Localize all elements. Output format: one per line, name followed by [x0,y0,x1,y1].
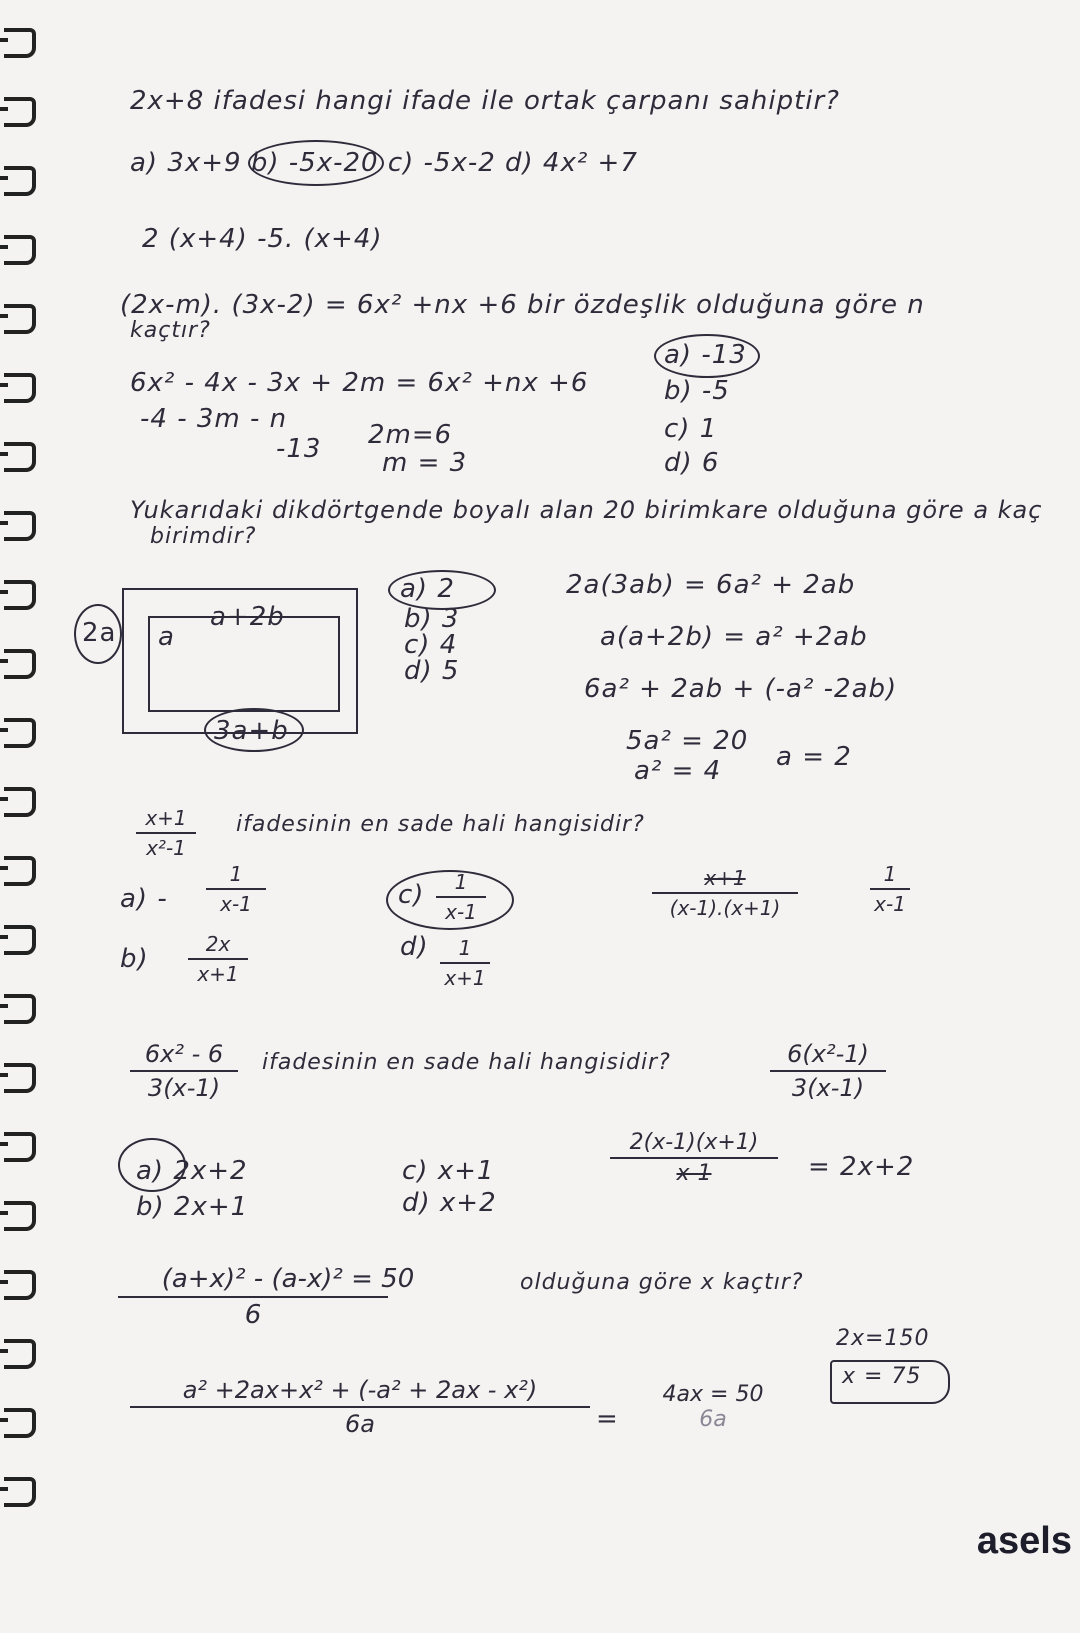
q5-opt-d: d) x+2 [402,1188,497,1218]
q4-a-frac [206,862,266,916]
spiral-ring [4,511,36,541]
q6-work-result [648,1382,778,1432]
q4-d-frac [440,936,490,990]
q1-answer-circle [248,140,384,186]
q5-opt-b: b) 2x+1 [136,1192,249,1222]
q2-opt-c: c) 1 [664,414,718,444]
spiral-ring [4,373,36,403]
q5-answer-circle [118,1138,186,1192]
fraction-bar [770,1070,886,1072]
q6-result1: 2x=150 [836,1326,930,1351]
spiral-ring [4,1132,36,1162]
q4-expr-num: x+1 [145,806,187,830]
q5-work1-den: 3(x-1) [791,1074,865,1102]
spiral-ring [4,97,36,127]
q4-work [652,866,798,920]
q3-opt-c: c) 4 [404,630,458,660]
spiral-ring [4,28,36,58]
q1-work: 2 (x+4) -5. (x+4) [142,224,383,254]
q2-question: (2x-m). (3x-2) = 6x² +nx +6 bir özdeşlik olduğuna göre n [120,290,925,320]
label-2a-circle [74,604,122,664]
spiral-ring [4,1201,36,1231]
q5-work1 [770,1040,886,1102]
q6-expr-den: 6 [244,1300,262,1330]
q6-question: olduğuna göre x kaçtır? [520,1270,804,1295]
label-2a: 2a [82,618,117,648]
q6-work-den: 6a [345,1410,375,1438]
q4-d-num: 1 [458,936,472,960]
fraction-bar [440,962,490,964]
spiral-ring [4,649,36,679]
q2-line2: -4 - 3m - n [140,404,288,434]
q5-expr-den: 3(x-1) [147,1074,221,1102]
q4-d-den: x+1 [444,966,486,990]
q4-result [870,862,910,916]
q3-opt-d: d) 5 [404,656,460,686]
spiral-ring [4,1339,36,1369]
label-a2b: a+2b [210,602,285,632]
q4-a-label: a) - [120,884,168,914]
q2-opt-a: a) -13 [664,340,747,370]
q5-work1-num: 6(x²-1) [787,1040,869,1068]
q5-work2-den: x-1 [676,1161,712,1186]
spiral-ring [4,580,36,610]
spiral-ring [4,166,36,196]
q6-work-eq: = [596,1404,619,1434]
q5-expr-num: 6x² - 6 [144,1040,224,1068]
label-a: a [158,622,175,652]
q4-res-den: x-1 [874,892,906,916]
label-3ab: 3a+b [214,716,289,746]
q3-opt-b: b) 3 [404,604,460,634]
q2-question-cont: kaçtır? [130,318,211,343]
q4-a-den: x-1 [220,892,252,916]
q4-expr-den: x²-1 [146,836,186,860]
q2-line5: m = 3 [382,448,468,478]
q4-answer-circle [386,870,514,930]
q4-res-num: 1 [883,862,897,886]
spiral-ring [4,1477,36,1507]
q6-work-result-den: 6a [699,1407,727,1432]
fraction-bar [136,832,196,834]
q3-question-cont: birimdir? [150,524,257,549]
watermark-logo: asels [976,1520,1072,1562]
q3-work1: 2a(3ab) = 6a² + 2ab [566,570,856,600]
fraction-bar [188,958,248,960]
spiral-ring [4,235,36,265]
spiral-ring [4,856,36,886]
fraction-bar [130,1406,590,1408]
spiral-ring [4,1063,36,1093]
q5-opt-a: a) 2x+2 [136,1156,248,1186]
q4-work-den: (x-1).(x+1) [669,896,781,920]
spiral-ring [4,1270,36,1300]
q2-line4: 2m=6 [368,420,453,450]
fraction-bar [652,892,798,894]
spiral-ring [4,994,36,1024]
q4-question: ifadesinin en sade hali hangisidir? [236,812,645,837]
q6-work-num: a² +2ax+x² + (-a² + 2ax - x²) [182,1376,538,1404]
spiral-ring [4,925,36,955]
spiral-ring [4,718,36,748]
q4-work-num: x+1 [704,866,746,890]
q5-expression [130,1040,238,1102]
q5-question: ifadesinin en sade hali hangisidir? [262,1050,671,1075]
spiral-ring [4,442,36,472]
q2-line1: 6x² - 4x - 3x + 2m = 6x² +nx +6 [130,368,589,398]
q6-result-box [830,1360,950,1404]
spiral-ring [4,1408,36,1438]
q3-work5: a² = 4 [634,756,722,786]
q6-result2: x = 75 [842,1364,922,1389]
q4-expression [136,806,196,860]
q4-b-frac [188,932,248,986]
q4-c-num: 1 [454,870,468,894]
q4-b-label: b) [120,944,149,974]
q3-work4: 5a² = 20 [626,726,749,756]
q4-c-label: c) [398,880,425,910]
spiral-ring [4,787,36,817]
q4-d-label: d) [400,932,429,962]
fraction-bar [118,1296,388,1298]
q1-options: a) 3x+9 b) -5x-20 c) -5x-2 d) 4x² +7 [130,148,638,178]
q5-work2 [610,1130,778,1186]
q3-work3: 6a² + 2ab + (-a² -2ab) [584,674,898,704]
fraction-bar [870,888,910,890]
spiral-ring [4,304,36,334]
q4-a-num: 1 [229,862,243,886]
q4-c-den: x-1 [445,900,477,924]
q4-b-num: 2x [205,932,231,956]
q6-expr-num: (a+x)² - (a-x)² = 50 [161,1264,415,1294]
q2-opt-d: d) 6 [664,448,720,478]
q5-work2-num: 2(x-1)(x+1) [629,1130,759,1155]
fraction-bar [610,1157,778,1159]
q2-answer-circle [654,334,760,378]
q5-opt-c: c) x+1 [402,1156,495,1186]
fraction-bar [206,888,266,890]
q2-line3: -13 [276,434,322,464]
q3-opt-a: a) 2 [400,574,455,604]
q2-opt-b: b) -5 [664,376,730,406]
q6-work-result-num: 4ax = 50 [662,1382,764,1407]
q1-question: 2x+8 ifadesi hangi ifade ile ortak çarpanı sahiptir? [130,86,840,116]
q3-work6: a = 2 [776,742,852,772]
q6-expression [118,1264,458,1330]
spiral-binding [0,0,48,1633]
q6-work [130,1376,590,1438]
fraction-bar [130,1070,238,1072]
label-3ab-circle [204,708,304,752]
q3-question: Yukarıdaki dikdörtgende boyalı alan 20 birimkare olduğuna göre a kaç [130,496,1043,524]
q5-work2-result: = 2x+2 [808,1152,915,1182]
q4-b-den: x+1 [197,962,239,986]
q3-work2: a(a+2b) = a² +2ab [600,622,868,652]
